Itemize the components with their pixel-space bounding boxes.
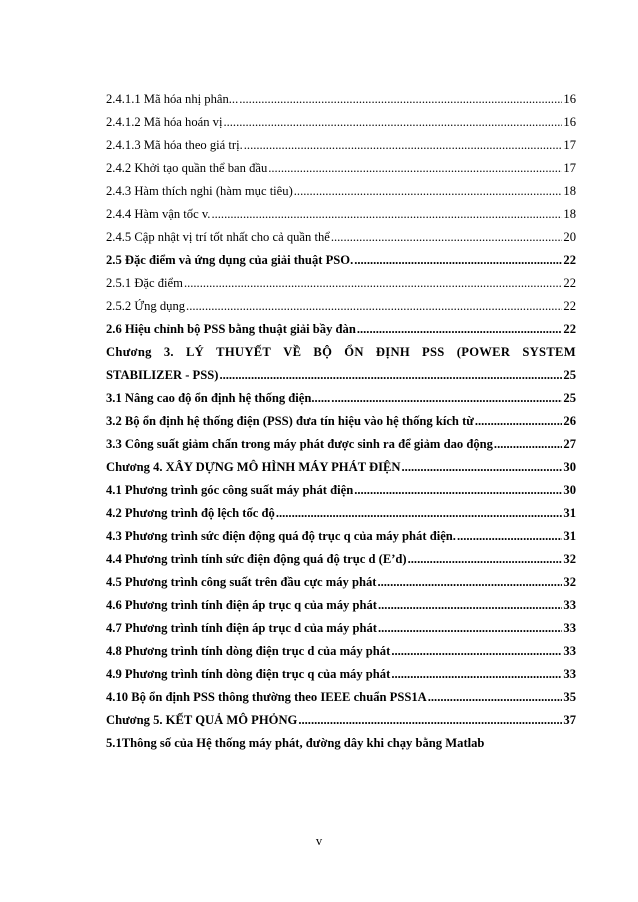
toc-entry-section[interactable]: 4.3 Phương trình sức điện động quá độ trục q của máy phát điện. ..... 31 [106, 525, 576, 548]
dot-leader [239, 88, 562, 111]
toc-entry-section[interactable]: 2.6 Hiệu chỉnh bộ PSS bằng thuật giải bầy đàn ..... 22 [106, 318, 576, 341]
dot-leader [298, 709, 562, 732]
toc-page-number: 18 [563, 207, 576, 221]
dot-leader [391, 663, 562, 686]
table-of-contents [106, 88, 576, 755]
toc-page-number: 22 [563, 276, 576, 290]
toc-entry[interactable]: 2.4.1.3 Mã hóa theo giá trị. ..... 17 [106, 134, 576, 157]
toc-entry-section[interactable]: 5.1Thông số của Hệ thống máy phát, đường dây khi chạy bằng Matlab [106, 736, 485, 750]
toc-entry-section[interactable]: STABILIZER - PSS) ..... 25 [106, 364, 576, 387]
toc-entry[interactable]: 2.4.5 Cập nhật vị trí tốt nhất cho cả quần thể ..... 20 [106, 226, 576, 249]
dot-leader [244, 134, 563, 157]
dot-leader [357, 318, 563, 341]
toc-entry-section[interactable]: 4.2 Phương trình độ lệch tốc độ ..... 31 [106, 502, 576, 525]
dot-leader [331, 387, 562, 410]
toc-entry[interactable]: 2.4.2 Khởi tạo quần thể ban đầu ..... 17 [106, 157, 576, 180]
toc-entry[interactable]: 2.5.2 Ứng dụng ..... 22 [106, 295, 576, 318]
toc-page-number: 33 [563, 644, 576, 658]
toc-entry-chapter[interactable]: Chương 5. KẾT QUẢ MÔ PHỎNG ..... 37 [106, 709, 576, 732]
toc-entry[interactable]: 2.4.4 Hàm vận tốc v. ..... 18 [106, 203, 576, 226]
toc-entry-section[interactable]: 2.5 Đặc điểm và ứng dụng của giải thuật PSO. ..... 22 [106, 249, 576, 272]
toc-page-number: 22 [563, 299, 576, 313]
toc-entry[interactable]: 2.4.3 Hàm thích nghi (hàm mục tiêu) ..... 18 [106, 180, 576, 203]
dot-leader [408, 548, 563, 571]
dot-leader [211, 203, 562, 226]
toc-page-number: 32 [563, 575, 576, 589]
dot-leader [294, 180, 563, 203]
dot-leader [268, 157, 562, 180]
toc-chapter-3-heading[interactable]: Chương 3. LÝ THUYẾT VỀ BỘ ỔN ĐỊNH PSS (POWER SYSTEM [106, 345, 576, 359]
toc-entry-section[interactable]: 3.3 Công suất giảm chấn trong máy phát được sinh ra để giảm dao động ..... 27 [106, 433, 576, 456]
toc-page-number: 26 [563, 414, 576, 428]
toc-entry-section[interactable]: 4.5 Phương trình công suất trên đầu cực máy phát ..... 32 [106, 571, 576, 594]
dot-leader [354, 479, 562, 502]
toc-page-number: 22 [563, 322, 576, 336]
toc-page-number: 31 [563, 529, 576, 543]
dot-leader [354, 249, 562, 272]
dot-leader [402, 456, 563, 479]
dot-leader [378, 594, 562, 617]
toc-entry[interactable]: 2.5.1 Đặc điểm ..... 22 [106, 272, 576, 295]
dot-leader [428, 686, 563, 709]
toc-page-number: 33 [563, 667, 576, 681]
toc-entry-chapter[interactable]: Chương 4. XÂY DỰNG MÔ HÌNH MÁY PHÁT ĐIỆN ..... 30 [106, 456, 576, 479]
dot-leader [223, 111, 562, 134]
dot-leader [377, 571, 562, 594]
toc-page-number: 33 [563, 598, 576, 612]
toc-page-number: 27 [563, 437, 576, 451]
dot-leader [391, 640, 562, 663]
toc-page-number: 31 [563, 506, 576, 520]
dot-leader [457, 525, 562, 548]
toc-entry-section[interactable]: 4.7 Phương trình tính điện áp trục d của máy phát ..... 33 [106, 617, 576, 640]
toc-entry-section[interactable]: 4.1 Phương trình góc công suất máy phát điện ..... 30 [106, 479, 576, 502]
toc-page-number: 30 [563, 483, 576, 497]
dot-leader [276, 502, 563, 525]
toc-page-number: 25 [563, 391, 576, 405]
toc-page-number: 18 [563, 184, 576, 198]
dot-leader [378, 617, 562, 640]
toc-page-number: 20 [563, 230, 576, 244]
dot-leader [331, 226, 563, 249]
toc-entry-section[interactable]: 3.2 Bộ ổn định hệ thống điện (PSS) đưa tín hiệu vào hệ thống kích từ ..... 26 [106, 410, 576, 433]
toc-page-number: 22 [563, 253, 576, 267]
toc-entry[interactable]: 2.4.1.1 Mã hóa nhị phân... ..... 16 [106, 88, 576, 111]
toc-page-number: 16 [563, 92, 576, 106]
toc-page-number: 37 [563, 713, 576, 727]
toc-entry-section[interactable]: 4.4 Phương trình tính sức điện động quá độ trục d (E’d) ..... 32 [106, 548, 576, 571]
toc-page-number: 25 [563, 368, 576, 382]
dot-leader [494, 433, 562, 456]
toc-page-number: 35 [563, 690, 576, 704]
dot-leader [184, 272, 562, 295]
toc-entry-section[interactable]: 3.1 Nâng cao độ ổn định hệ thống điện...... ..... 25 [106, 387, 576, 410]
page-number: v [315, 834, 323, 848]
toc-entry-section[interactable]: 4.6 Phương trình tính điện áp trục q của máy phát ..... 33 [106, 594, 576, 617]
toc-page-number: 33 [563, 621, 576, 635]
dot-leader [186, 295, 562, 318]
dot-leader [475, 410, 563, 433]
toc-page-number: 30 [563, 460, 576, 474]
toc-entry-section[interactable]: 4.8 Phương trình tính dòng điện trục d của máy phát ..... 33 [106, 640, 576, 663]
toc-page-number: 17 [563, 161, 576, 175]
toc-entry-section[interactable]: 4.10 Bộ ổn định PSS thông thường theo IEEE chuẩn PSS1A ..... 35 [106, 686, 576, 709]
toc-page-number: 32 [563, 552, 576, 566]
toc-entry-section[interactable]: 4.9 Phương trình tính dòng điện trục q của máy phát ..... 33 [106, 663, 576, 686]
dot-leader [219, 364, 562, 387]
toc-entry[interactable]: 2.4.1.2 Mã hóa hoán vị ..... 16 [106, 111, 576, 134]
toc-page-number: 17 [563, 138, 576, 152]
toc-page-number: 16 [563, 115, 576, 129]
